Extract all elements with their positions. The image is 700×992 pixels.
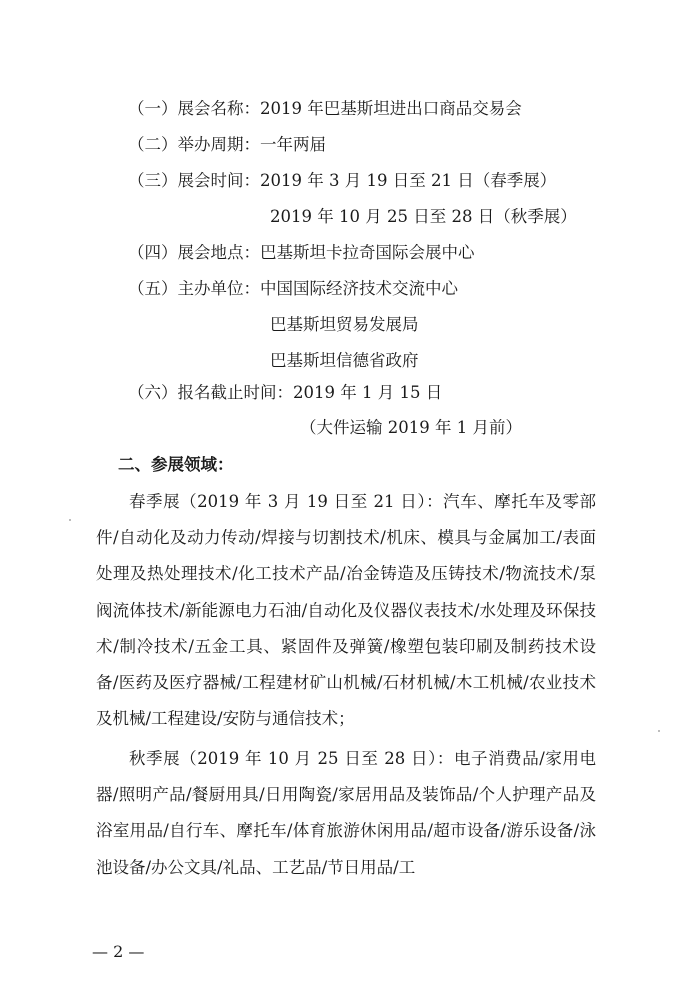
exhibition-cycle: （二）举办周期：一年两届 — [128, 135, 326, 154]
scan-speck — [658, 730, 660, 732]
exhibition-time-autumn: 2019 年 10 月 25 日至 28 日（秋季展） — [270, 207, 577, 226]
autumn-exhibition-paragraph: 秋季展（2019 年 10 月 25 日至 28 日）：电子消费品/家用电器/照明产品/餐厨用具/日用陶瓷/家居用品及装饰品/个人护理产品及浴室用品/自行车、摩托车/体育旅游休闲用品/超市设备/游乐设备/泳池设备/办公文具/礼品、工艺品/节日用品/工 — [96, 749, 596, 877]
scan-speck — [69, 519, 71, 521]
exhibition-name: （一）展会名称：2019 年巴基斯坦进出口商品交易会 — [128, 99, 522, 118]
exhibition-time-spring: （三）展会时间：2019 年 3 月 19 日至 21 日（春季展） — [128, 171, 557, 190]
organizer-2: 巴基斯坦贸易发展局 — [270, 315, 419, 334]
organizer-1: （五）主办单位：中国国际经济技术交流中心 — [128, 279, 458, 298]
spring-exhibition-paragraph: 春季展（2019 年 3 月 19 日至 21 日）：汽车、摩托车及零部件/自动化及动力传动/焊接与切割技术/机床、模具与金属加工/表面处理及热处理技术/化工技术产品/冶金铸造及压铸技术/物流技术/泵阀流体技术/新能源电力石油/自动化及仪器仪表技术/水处理及环保技术/制冷技术/五金工具、紧固件及弹簧/橡塑包装印刷及制药技术设备/医药及医疗器械/工程建材矿山机械/石材机械/木工机械/农业技术及机械/工程建设/安防与通信技术； — [96, 492, 596, 729]
registration-deadline: （六）报名截止时间：2019 年 1 月 15 日 — [128, 383, 443, 402]
organizer-3: 巴基斯坦信德省政府 — [270, 351, 419, 370]
section-heading: 二、参展领域： — [118, 455, 234, 474]
page-number: — 2 — — [92, 942, 145, 961]
deadline-note: （大件运输 2019 年 1 月前） — [300, 418, 522, 437]
exhibition-venue: （四）展会地点：巴基斯坦卡拉奇国际会展中心 — [128, 243, 475, 262]
